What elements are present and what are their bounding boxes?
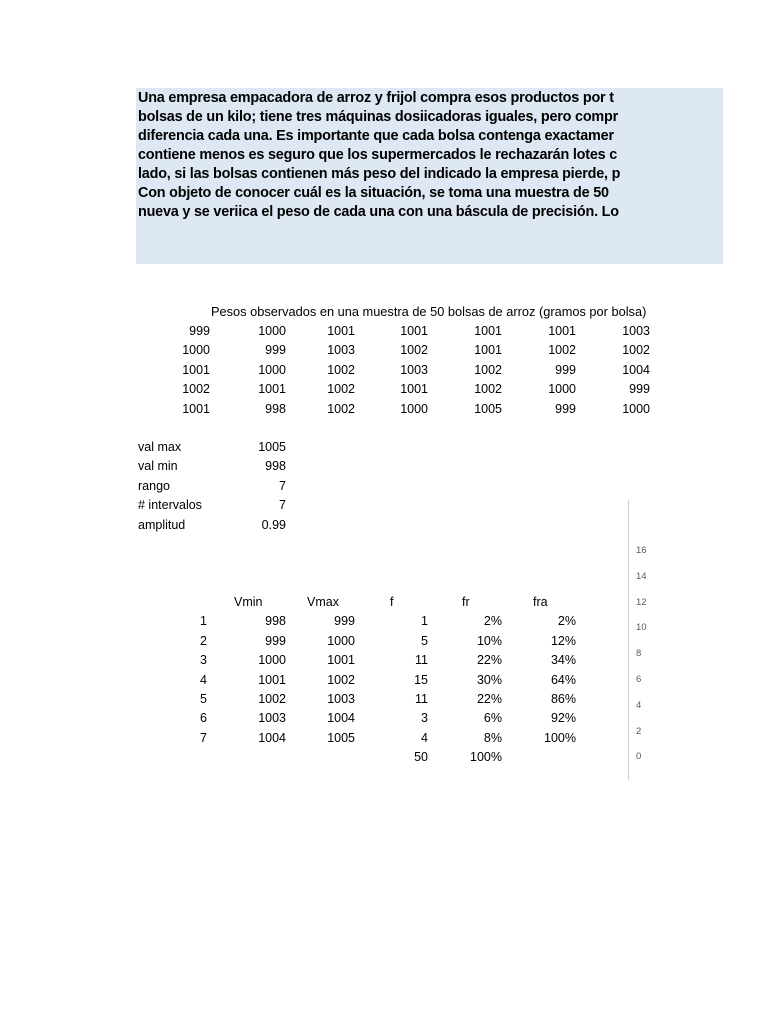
col-header-fra: fra xyxy=(533,595,548,609)
y-tick-label: 8 xyxy=(636,648,642,660)
freq-cell: 64% xyxy=(550,672,576,687)
y-tick-label: 10 xyxy=(636,622,647,634)
freq-cell: 100% xyxy=(544,730,576,745)
sample-cell: 1002 xyxy=(474,362,502,377)
stat-label: amplitud xyxy=(138,517,186,532)
freq-cell: 4 xyxy=(200,672,207,687)
freq-cell: 12% xyxy=(550,633,576,648)
y-tick-label: 12 xyxy=(636,596,647,608)
y-tick-label: 16 xyxy=(636,545,647,556)
sample-cell: 1002 xyxy=(182,382,210,397)
sample-cell: 1000 xyxy=(622,401,650,416)
freq-cell: 999 xyxy=(265,633,286,648)
total-fr: 100% xyxy=(470,750,502,765)
statement-line: Una empresa empacadora de arroz y frijol compra esos productos por t xyxy=(138,90,614,106)
sample-cell: 1001 xyxy=(400,382,428,397)
freq-cell: 1004 xyxy=(258,730,286,745)
stat-value: 998 xyxy=(265,459,286,474)
freq-cell: 1001 xyxy=(258,672,286,687)
sample-cell: 1000 xyxy=(258,324,286,338)
freq-cell: 2% xyxy=(557,614,576,629)
stat-value: 7 xyxy=(279,498,286,513)
sample-cell: 1000 xyxy=(258,362,286,377)
stat-label: val max xyxy=(138,440,182,454)
freq-cell: 1 xyxy=(421,614,428,629)
sample-cell: 1001 xyxy=(182,362,210,377)
freq-cell: 1001 xyxy=(327,653,355,668)
freq-cell: 999 xyxy=(334,614,355,629)
sample-cell: 1002 xyxy=(622,343,650,358)
freq-cell: 1004 xyxy=(327,711,355,726)
sample-cell: 999 xyxy=(629,382,650,397)
freq-cell: 6 xyxy=(200,711,207,726)
freq-cell: 4 xyxy=(421,730,428,745)
sample-cell: 1001 xyxy=(474,324,502,338)
statement-line: nueva y se veriica el peso de cada una con una báscula de precisión. Lo xyxy=(138,204,619,220)
sample-cell: 1000 xyxy=(182,343,210,358)
freq-cell: 11 xyxy=(415,653,428,668)
freq-cell: 2 xyxy=(200,633,207,648)
freq-cell: 92% xyxy=(550,711,576,726)
histogram-chart xyxy=(628,500,669,780)
freq-cell: 5 xyxy=(421,633,428,648)
freq-cell: 1000 xyxy=(327,633,355,648)
stat-value: 7 xyxy=(279,478,286,493)
freq-cell: 1000 xyxy=(258,653,286,668)
freq-cell: 1002 xyxy=(327,672,355,687)
sample-cell: 1002 xyxy=(400,343,428,358)
statement-line: Con objeto de conocer cuál es la situación, se toma una muestra de 50 xyxy=(138,185,609,201)
statement-line: diferencia cada una. Es importante que cada bolsa contenga exactamer xyxy=(138,128,614,144)
statement-line: contiene menos es seguro que los supermercados le rechazarán lotes c xyxy=(138,147,618,163)
sample-cell: 998 xyxy=(265,401,286,416)
sample-cell: 1002 xyxy=(548,343,576,358)
freq-cell: 5 xyxy=(200,692,207,706)
sample-cell: 999 xyxy=(555,401,576,416)
freq-cell: 2% xyxy=(483,614,502,629)
freq-cell: 22% xyxy=(476,692,502,706)
y-tick-label: 6 xyxy=(636,674,642,685)
freq-cell: 10% xyxy=(476,633,502,648)
statement-line: bolsas de un kilo; tiene tres máquinas dosiicadoras iguales, pero compr xyxy=(138,109,619,125)
sample-cell: 1001 xyxy=(474,343,502,358)
stat-label: rango xyxy=(138,478,170,493)
sample-cell: 1001 xyxy=(258,382,286,397)
col-header-vmax: Vmax xyxy=(307,595,339,609)
freq-cell: 3 xyxy=(421,711,428,726)
sample-cell: 1002 xyxy=(327,401,355,416)
sample-cell: 1003 xyxy=(622,324,650,338)
sample-cell: 1002 xyxy=(327,362,355,377)
col-header-fr: fr xyxy=(462,595,470,609)
freq-cell: 1003 xyxy=(258,711,286,726)
freq-cell: 998 xyxy=(265,614,286,629)
freq-cell: 1005 xyxy=(327,730,355,745)
sample-cell: 1002 xyxy=(327,382,355,397)
freq-cell: 86% xyxy=(550,692,576,706)
sample-cell: 1001 xyxy=(400,324,428,338)
freq-cell: 15 xyxy=(414,672,428,687)
sample-cell: 1001 xyxy=(327,324,355,338)
sample-cell: 1003 xyxy=(327,343,355,358)
freq-cell: 6% xyxy=(483,711,502,726)
freq-cell: 30% xyxy=(476,672,502,687)
freq-cell: 22% xyxy=(476,653,502,668)
freq-cell: 11 xyxy=(415,692,428,706)
stat-label: val min xyxy=(138,459,178,474)
total-f: 50 xyxy=(414,750,428,765)
freq-cell: 7 xyxy=(200,730,207,745)
y-tick-label: 14 xyxy=(636,570,647,582)
sample-cell: 999 xyxy=(265,343,286,358)
statement-line: lado, si las bolsas contienen más peso del indicado la empresa pierde, p xyxy=(138,166,621,182)
freq-cell: 1003 xyxy=(327,692,355,706)
freq-cell: 34% xyxy=(550,653,576,668)
col-header-vmin: Vmin xyxy=(234,595,263,609)
sample-cell: 1000 xyxy=(548,382,576,397)
sample-cell: 1003 xyxy=(400,362,428,377)
sample-cell: 999 xyxy=(555,362,576,377)
freq-cell: 1 xyxy=(200,614,207,629)
spreadsheet-area xyxy=(136,300,650,800)
y-tick-label: 0 xyxy=(636,751,642,763)
freq-cell: 1002 xyxy=(258,692,286,706)
sample-cell: 1002 xyxy=(474,382,502,397)
sample-cell: 1005 xyxy=(474,401,502,416)
sample-cell: 1001 xyxy=(548,324,576,338)
sample-cell: 1000 xyxy=(400,401,428,416)
stat-value: 0.99 xyxy=(261,517,286,532)
problem-statement xyxy=(136,88,723,264)
freq-cell: 8% xyxy=(483,730,502,745)
stat-label: # intervalos xyxy=(138,498,202,513)
sample-cell: 1001 xyxy=(182,401,210,416)
y-tick-label: 4 xyxy=(636,699,642,711)
sample-cell: 1004 xyxy=(622,362,650,377)
stat-value: 1005 xyxy=(258,440,286,454)
y-tick-label: 2 xyxy=(636,725,642,737)
col-header-f: f xyxy=(390,595,394,609)
sample-cell: 999 xyxy=(189,324,210,338)
sample-table-title: Pesos observados en una muestra de 50 bolsas de arroz (gramos por bolsa) xyxy=(211,304,647,319)
freq-cell: 3 xyxy=(200,653,207,668)
